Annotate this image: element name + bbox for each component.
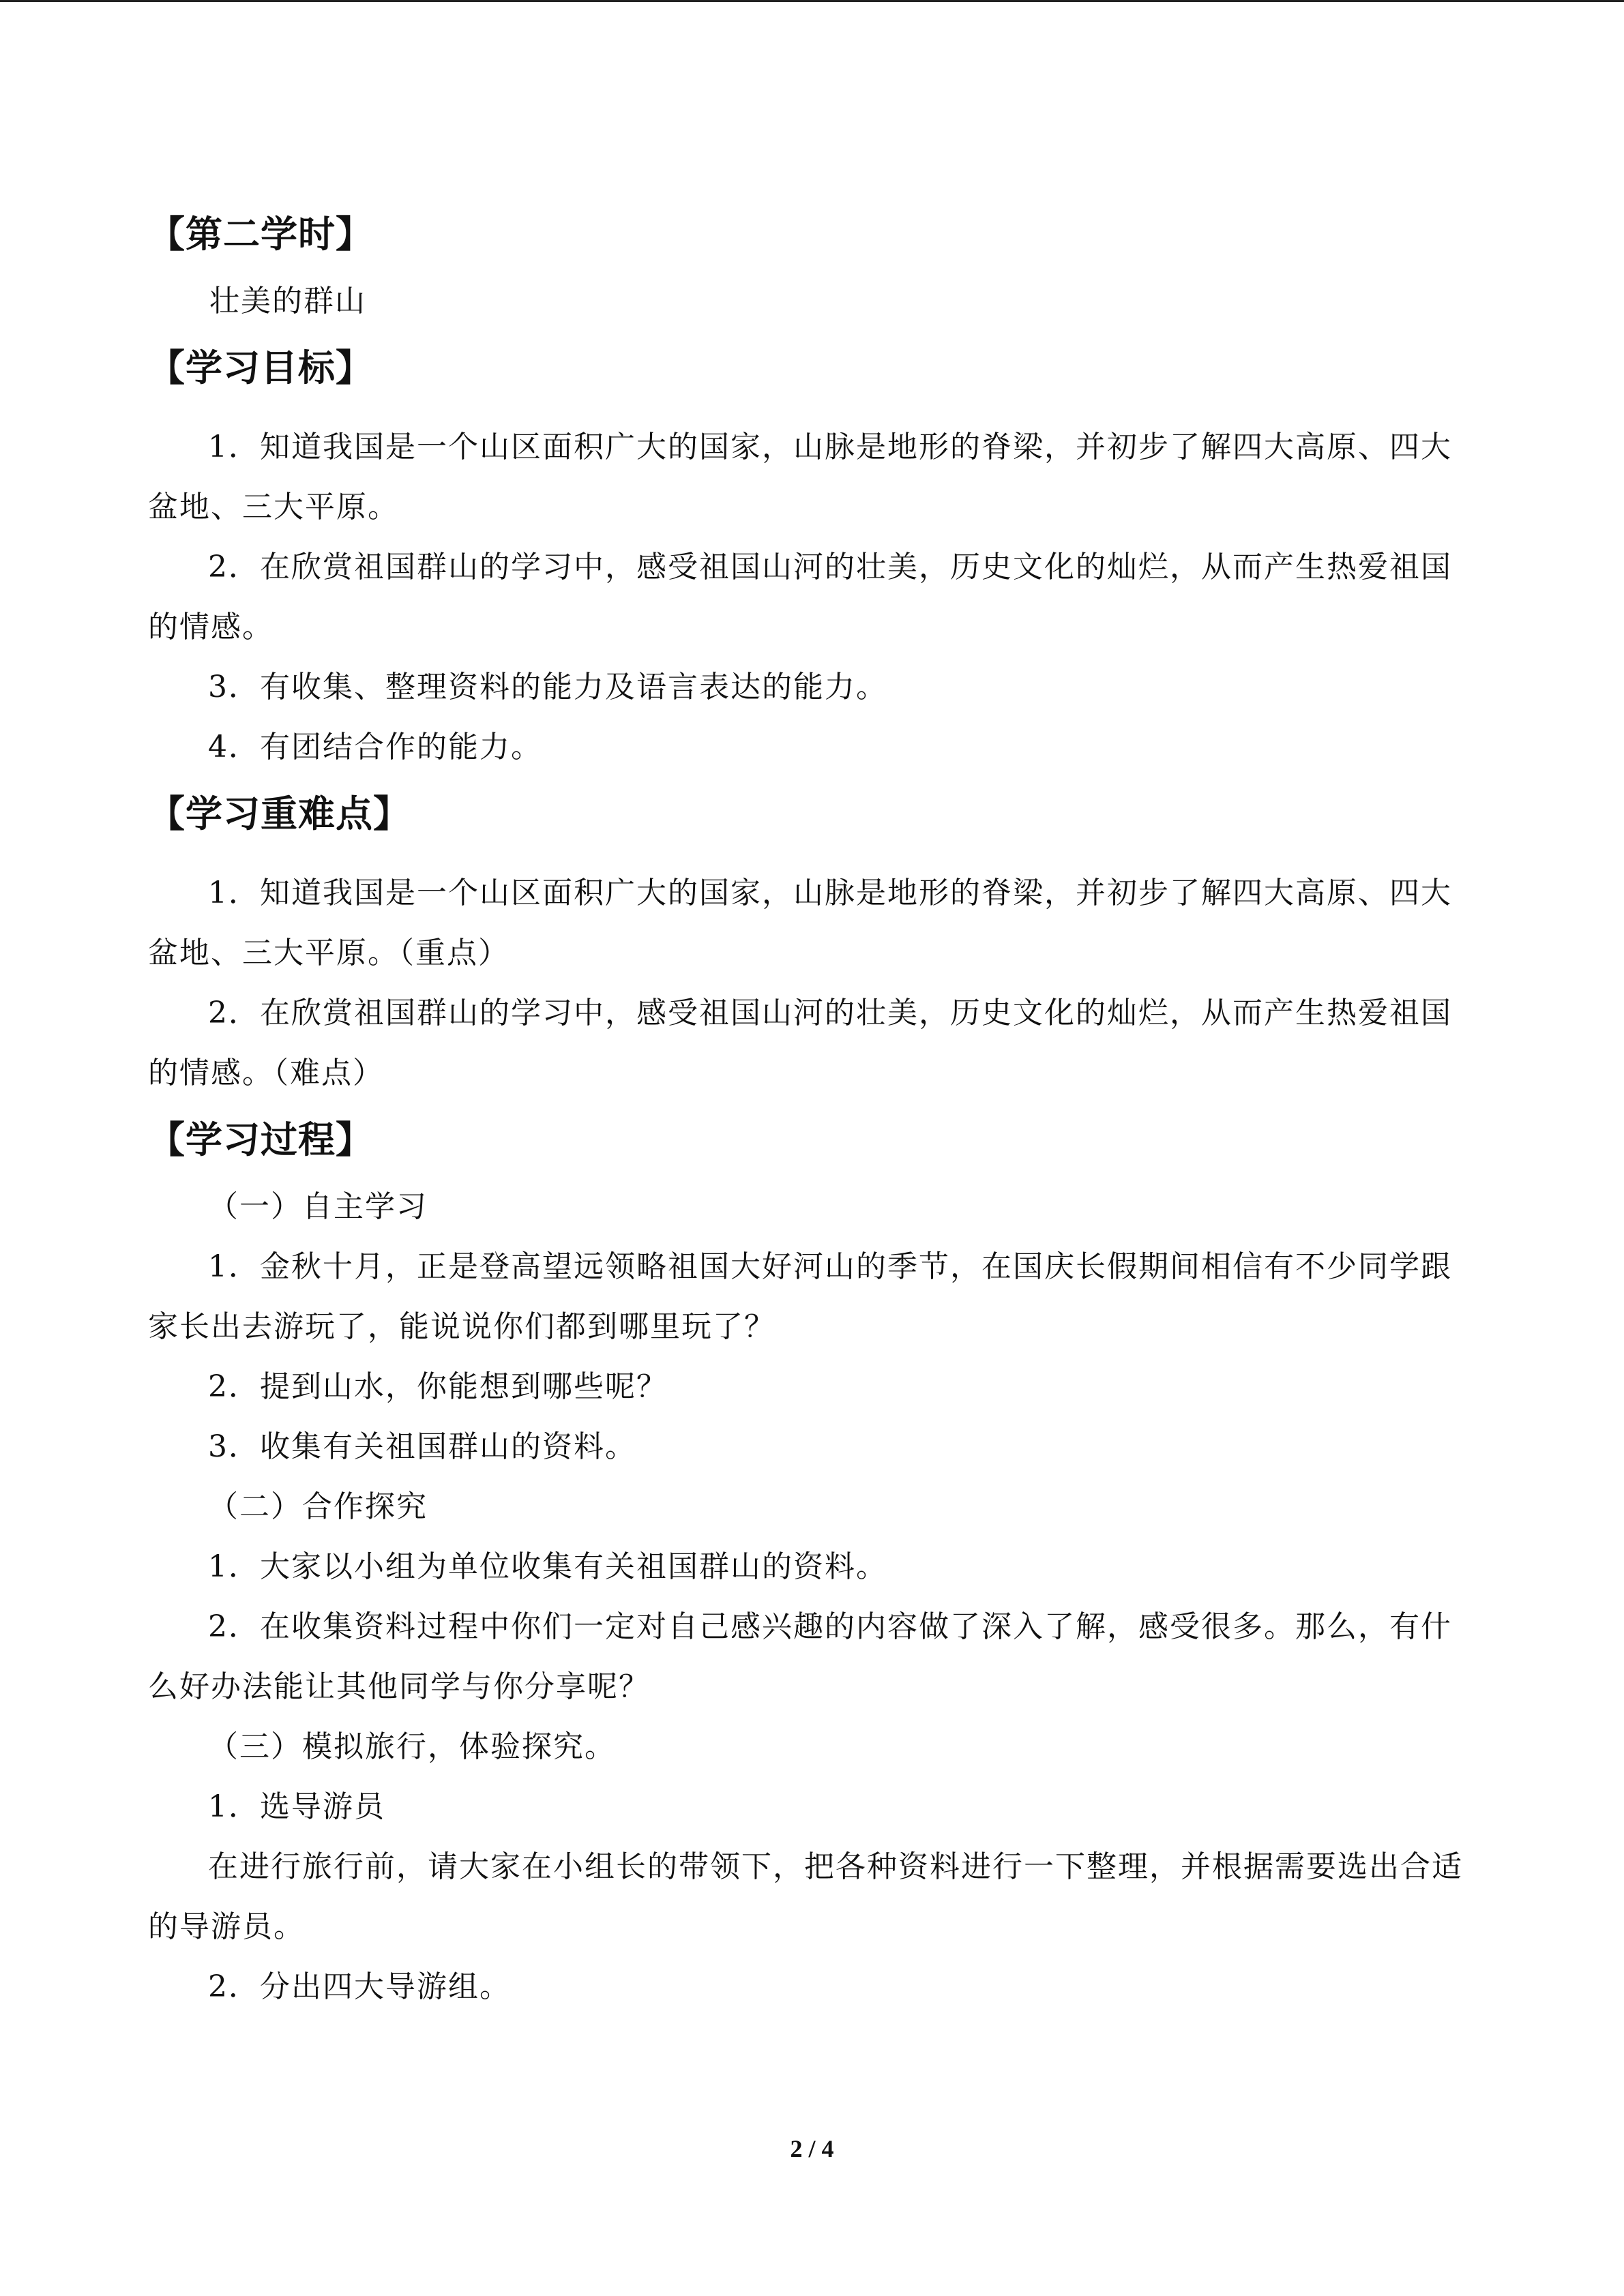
process-item-6: 1．选导游员 <box>208 1789 385 1824</box>
process-heading: 【学习过程】 <box>148 1118 373 1161</box>
lesson-heading: 【第二学时】 <box>148 213 373 256</box>
process-item-7: 在进行旅行前，请大家在小组长的带领下，把各种资料进行一下整理，并根据需要选出合适的导游员。 <box>148 1849 1463 1944</box>
key-point-item-1: 1．知道我国是一个山区面积广大的国家，山脉是地形的脊梁，并初步了解四大高原、四大盆地、三大平原。（重点） <box>148 876 1452 970</box>
process-subsection-1: （一）自主学习 <box>208 1189 428 1224</box>
process-item-4: 1．大家以小组为单位收集有关祖国群山的资料。 <box>208 1549 887 1584</box>
process-subsection-3: （三）模拟旅行，体验探究。 <box>208 1729 616 1764</box>
goal-item-1: 1．知道我国是一个山区面积广大的国家，山脉是地形的脊梁，并初步了解四大高原、四大盆地、三大平原。 <box>148 430 1452 524</box>
process-item-1: 1．金秋十月，正是登高望远领略祖国大好河山的季节，在国庆长假期间相信有不少同学跟家长出去游玩了，能说说你们都到哪里玩了？ <box>148 1249 1452 1344</box>
process-item-3: 3．收集有关祖国群山的资料。 <box>208 1429 636 1464</box>
key-point-item-2: 2．在欣赏祖国群山的学习中，感受祖国山河的壮美，历史文化的灿烂，从而产生热爱祖国的情感。（难点） <box>148 996 1452 1090</box>
goal-item-2: 2．在欣赏祖国群山的学习中，感受祖国山河的壮美，历史文化的灿烂，从而产生热爱祖国的情感。 <box>148 550 1452 644</box>
process-item-8: 2．分出四大导游组。 <box>208 1969 511 2004</box>
goal-item-4: 4．有团结合作的能力。 <box>208 730 542 764</box>
lesson-subtitle: 壮美的群山 <box>209 284 366 318</box>
goal-item-3: 3．有收集、整理资料的能力及语言表达的能力。 <box>208 670 887 704</box>
goals-heading: 【学习目标】 <box>148 346 373 389</box>
key-points-heading: 【学习重难点】 <box>148 792 411 835</box>
process-item-2: 2．提到山水，你能想到哪些呢？ <box>208 1369 668 1404</box>
process-item-5: 2．在收集资料过程中你们一定对自己感兴趣的内容做了深入了解，感受很多。那么，有什么好办法能让其他同学与你分享呢？ <box>148 1609 1452 1704</box>
document-body <box>148 210 1478 2017</box>
process-subsection-2: （二）合作探究 <box>208 1489 428 1524</box>
top-border-line <box>0 0 1624 2</box>
page-number: 2 / 4 <box>790 2135 834 2162</box>
